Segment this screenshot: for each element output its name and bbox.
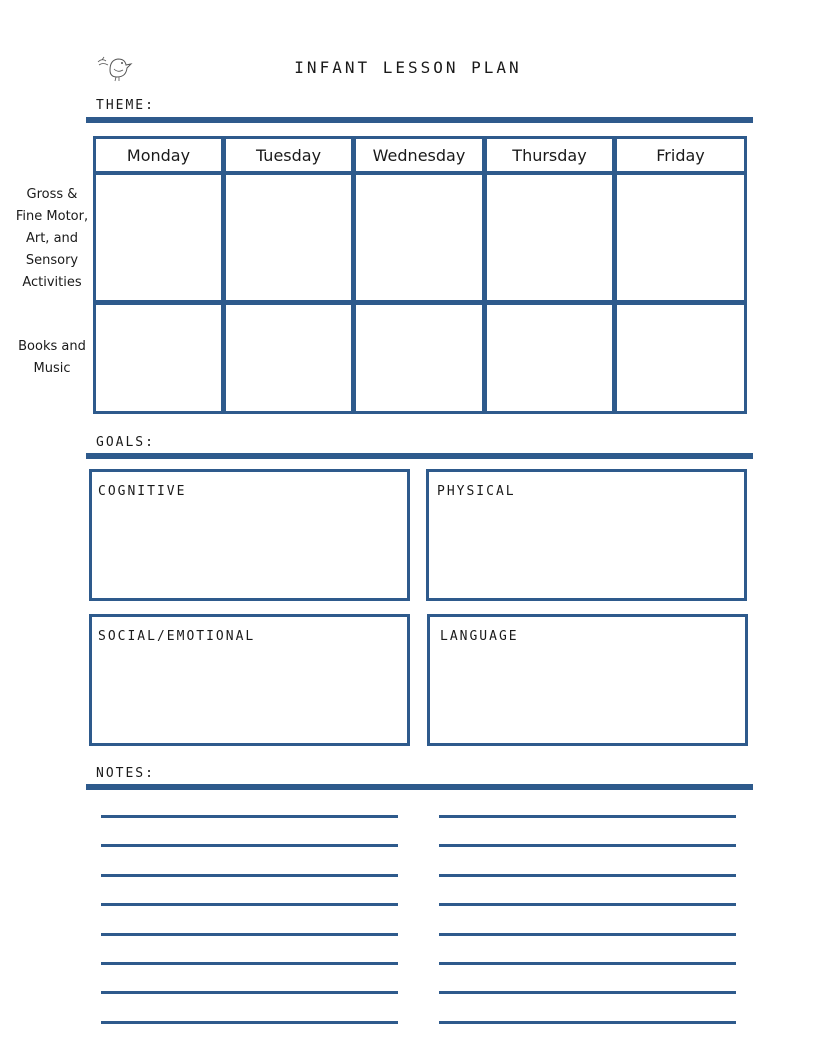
note-line[interactable]: [439, 991, 736, 994]
schedule-cell-wednesday[interactable]: [353, 172, 485, 303]
note-line[interactable]: [439, 815, 736, 818]
goal-label-physical: PHYSICAL: [437, 484, 516, 499]
note-line[interactable]: [101, 962, 398, 965]
schedule-cell-friday[interactable]: [614, 302, 747, 414]
notes-rule: [86, 784, 753, 790]
day-header-monday: Monday: [93, 136, 224, 174]
day-header-tuesday: Tuesday: [223, 136, 354, 174]
note-line[interactable]: [439, 1021, 736, 1024]
schedule-cell-thursday[interactable]: [484, 302, 615, 414]
notes-label: NOTES:: [96, 766, 155, 781]
goal-label-language: LANGUAGE: [440, 629, 519, 644]
schedule-cell-tuesday[interactable]: [223, 302, 354, 414]
row-label-line: Activities: [22, 275, 82, 290]
row-label-line: Art, and: [25, 231, 79, 246]
goal-box-cognitive[interactable]: [89, 469, 410, 601]
note-line[interactable]: [101, 903, 398, 906]
note-line[interactable]: [101, 1021, 398, 1024]
goal-label-social-emotional: SOCIAL/EMOTIONAL: [98, 629, 256, 644]
row-label-line: Books and: [18, 339, 86, 354]
row-label-line: Sensory: [25, 253, 79, 268]
theme-rule: [86, 117, 753, 123]
note-line[interactable]: [101, 844, 398, 847]
schedule-cell-friday[interactable]: [614, 172, 747, 303]
page-title: INFANT LESSON PLAN: [294, 58, 522, 77]
theme-label: THEME:: [96, 98, 155, 113]
row-label-line: Music: [33, 361, 71, 376]
goals-label: GOALS:: [96, 435, 155, 450]
schedule-cell-monday[interactable]: [93, 172, 224, 303]
day-header-thursday: Thursday: [484, 136, 615, 174]
goals-rule: [86, 453, 753, 459]
goal-label-cognitive: COGNITIVE: [98, 484, 187, 499]
schedule-cell-monday[interactable]: [93, 302, 224, 414]
note-line[interactable]: [101, 991, 398, 994]
row-label-0: [4, 184, 100, 294]
row-label-line: Fine Motor,: [15, 209, 89, 224]
note-line[interactable]: [101, 874, 398, 877]
note-line[interactable]: [439, 933, 736, 936]
goal-box-social-emotional[interactable]: [89, 614, 410, 746]
note-line[interactable]: [439, 903, 736, 906]
schedule-cell-wednesday[interactable]: [353, 302, 485, 414]
row-label-line: Gross &: [26, 187, 78, 202]
row-label-1: [4, 336, 100, 380]
day-header-wednesday: Wednesday: [353, 136, 485, 174]
goal-box-physical[interactable]: [426, 469, 747, 601]
schedule-cell-thursday[interactable]: [484, 172, 615, 303]
note-line[interactable]: [439, 874, 736, 877]
day-header-friday: Friday: [614, 136, 747, 174]
schedule-cell-tuesday[interactable]: [223, 172, 354, 303]
note-line[interactable]: [439, 844, 736, 847]
note-line[interactable]: [439, 962, 736, 965]
note-line[interactable]: [101, 815, 398, 818]
goal-box-language[interactable]: [427, 614, 748, 746]
note-line[interactable]: [101, 933, 398, 936]
